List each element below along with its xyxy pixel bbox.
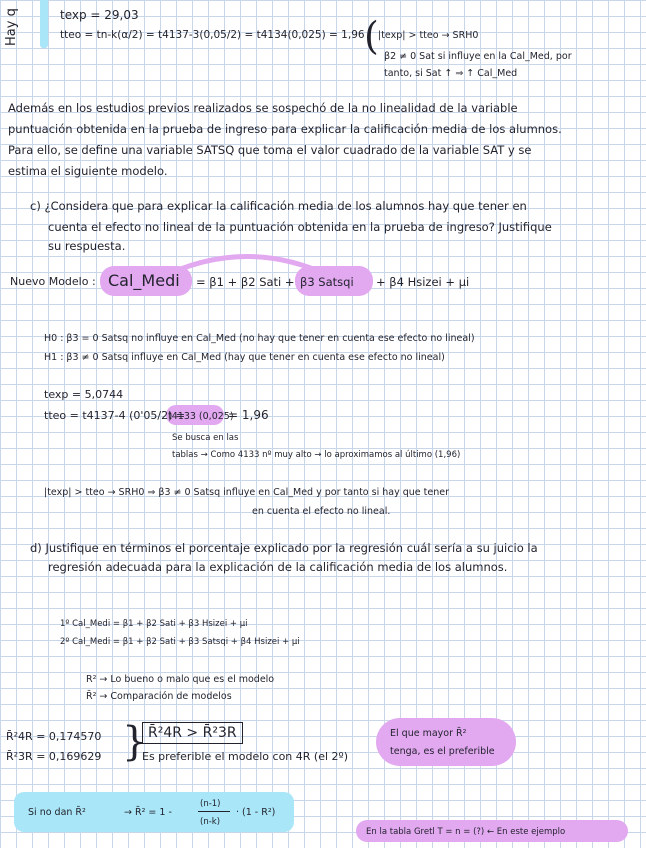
r2-adjusted-note: R̄² → Comparación de modelos	[86, 691, 232, 702]
question-c-line-1: c) ¿Considera que para explicar la calificación media de los alumnos hay que tener en	[30, 199, 527, 213]
question-d-line-1: d) Justifique en términos el porcentaje explicado por la regresión cuál sería a su juicio la	[30, 541, 538, 555]
r2-3r-value: R̄²3R = 0,169629	[6, 750, 102, 763]
margin-note	[0, 0, 22, 62]
highlight-bar	[40, 0, 48, 48]
margin-text: Hay q	[4, 8, 19, 46]
model-lhs: Cal_Medi	[108, 271, 180, 290]
intro-line-3: Para ello, se define una variable SATSQ que toma el valor cuadrado de la variable SAT y se	[8, 143, 532, 157]
question-d-line-2: regresión adecuada para la explicación de la calificación media de los alumnos.	[48, 560, 508, 574]
model-mid: = β1 + β2 Sati +	[196, 275, 295, 289]
compare-box: R̄²4R > R̄²3R	[142, 722, 243, 744]
top-tteo: tteo = tn-k(α/2) = t4137-3(0,05/2) = t4134(0,025) = 1,96	[60, 29, 365, 41]
conclusion-line-1: |texp| > tteo → SRH0 ⇒ β3 ≠ 0 Satsq influye en Cal_Med y por tanto si hay que tener	[44, 487, 449, 498]
test-tteo-a: tteo = t4137-4 (0'05/2) =	[44, 409, 186, 422]
compare-preference: Es preferible el modelo con 4R (el 2º)	[142, 750, 348, 763]
conclusion-line-2: en cuenta el efecto no lineal.	[252, 506, 391, 517]
top-texp: texp = 29,03	[60, 8, 139, 22]
bubble-line-1: El que mayor R̄²	[390, 728, 467, 739]
model-rest: + β4 Hsizei + μi	[376, 275, 470, 289]
hyp-h0: H0 : β3 = 0 Satsq no influye en Cal_Med (no hay que tener en cuenta ese efecto no lineal)	[44, 333, 475, 344]
fraction-bar	[198, 811, 230, 812]
model-1: 1º Cal_Medi = β1 + β2 Sati + β3 Hsizei + μi	[60, 619, 248, 629]
intro-line-4: estima el siguiente modelo.	[8, 164, 168, 178]
formula-denominator: (n-k)	[200, 817, 221, 827]
gretl-note: En la tabla Gretl T = n = (?) ← En este ejemplo	[366, 827, 566, 837]
test-note-1: Se busca en las	[172, 433, 239, 443]
top-beta2-line1: β2 ≠ 0 Sat si influye en la Cal_Med, por	[384, 51, 572, 62]
model-term: β3 Satsqi	[300, 275, 354, 289]
model-2: 2º Cal_Medi = β1 + β2 Sati + β3 Satsqi + β4 Hsizei + μi	[60, 637, 300, 647]
question-c-line-2: cuenta el efecto no lineal de la puntuación obtenida en la prueba de ingreso? Justifique	[48, 220, 552, 234]
formula-tail: · (1 - R²)	[236, 807, 276, 818]
formula-main: → R̄² = 1 -	[124, 807, 172, 818]
hyp-h1: H1 : β3 ≠ 0 Satsq influye en Cal_Med (hay que tener en cuenta ese efecto no lineal)	[44, 352, 445, 363]
formula-numerator: (n-1)	[200, 799, 221, 809]
intro-line-2: puntuación obtenida en la prueba de ingreso para explicar la calificación media de los alumnos.	[8, 122, 562, 136]
top-beta2-line2: tanto, si Sat ↑ ⇒ ↑ Cal_Med	[384, 68, 518, 79]
compare-brace: }	[122, 719, 148, 765]
test-tteo-b: t4133 (0,025)	[168, 411, 234, 422]
r2-4r-value: R̄²4R = 0,174570	[6, 730, 102, 743]
bubble-line-2: tenga, es el preferible	[390, 746, 495, 757]
question-c-line-3: su respuesta.	[48, 239, 126, 253]
test-texp: texp = 5,0744	[44, 388, 124, 401]
r2-note: R² → Lo bueno o malo que es el modelo	[86, 674, 275, 685]
top-brace: (	[364, 14, 379, 58]
test-tteo-c: = 1,96	[228, 408, 269, 422]
intro-line-1: Además en los estudios previos realizados se sospechó de la no linealidad de la variable	[8, 101, 518, 115]
top-condition: |texp| > tteo → SRH0	[378, 30, 479, 41]
test-note-2: tablas → Como 4133 nº muy alto → lo aproximamos al último (1,96)	[172, 450, 461, 460]
formula-prefix: Si no dan R̄²	[28, 807, 86, 818]
model-label: Nuevo Modelo :	[10, 275, 96, 288]
